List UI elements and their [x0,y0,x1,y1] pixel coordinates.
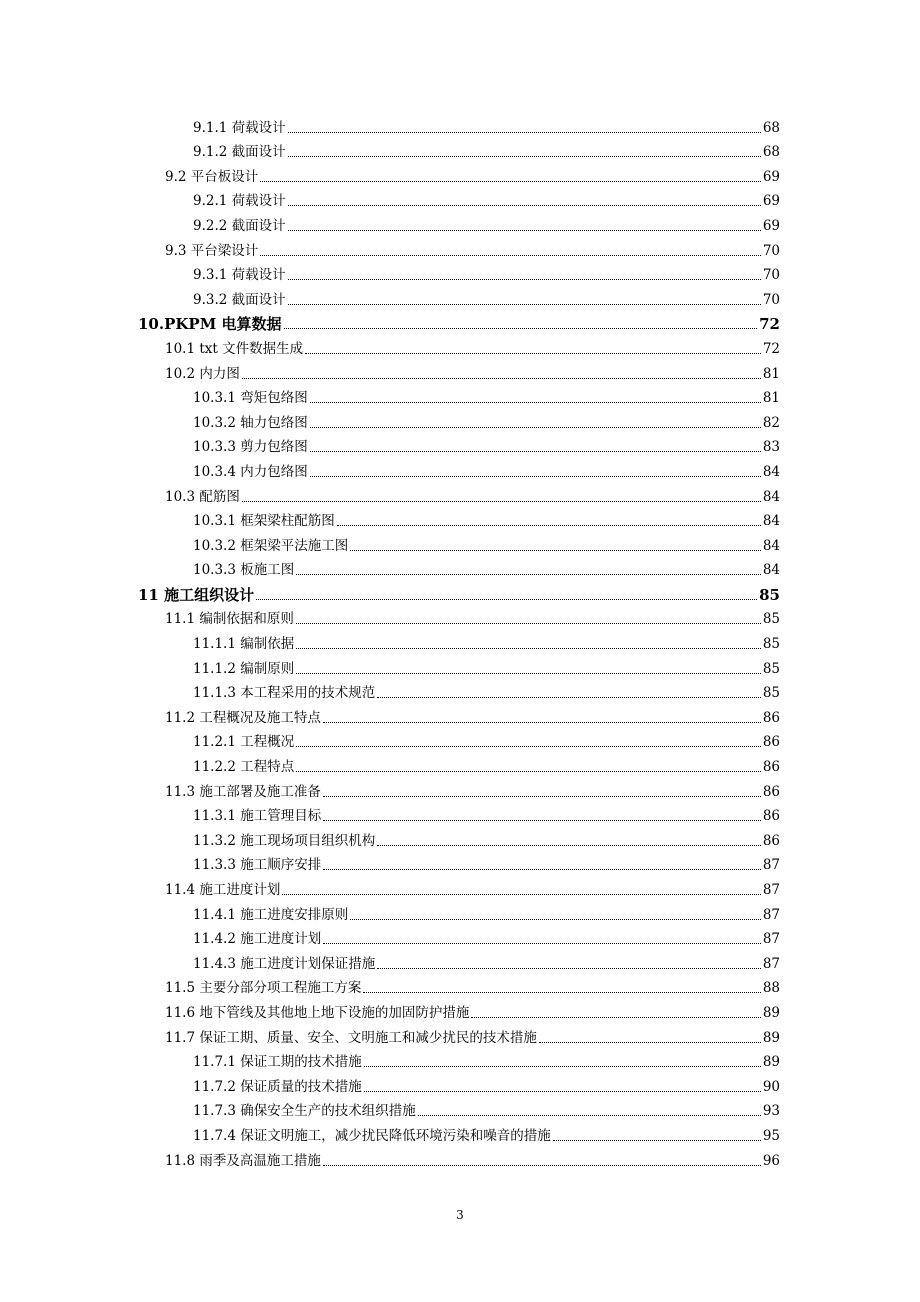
toc-entry-page: 86 [762,783,780,800]
toc-dot-leader [284,328,758,329]
toc-entry[interactable] [138,581,780,606]
toc-entry-page: 87 [762,955,780,972]
toc-entry-page: 89 [762,1054,780,1071]
toc-dot-leader [364,1091,761,1092]
toc-entry-page: 72 [762,340,780,357]
toc-entry-label: 10.2 内力图 [165,365,240,382]
toc-dot-leader [288,304,761,305]
toc-entry-page: 86 [762,832,780,849]
toc-entry-label: 9.1.1 荷载设计 [193,119,286,136]
toc-entry-page: 87 [762,906,780,923]
toc-dot-leader [305,353,761,354]
toc-entry-page: 85 [762,685,780,702]
toc-entry[interactable] [165,237,780,262]
toc-entry-page: 85 [759,585,780,604]
toc-entry[interactable] [165,778,780,803]
toc-entry[interactable] [165,335,780,360]
toc-dot-leader [296,771,761,772]
toc-entry-label: 9.3.2 截面设计 [193,291,286,308]
toc-dot-leader [323,869,761,870]
toc-entry[interactable] [193,557,780,582]
toc-entry-page: 87 [762,931,780,948]
toc-entry-label: 11.2.2 工程特点 [193,759,295,776]
toc-entry-label: 11.7.3 确保安全生产的技术组织措施 [193,1103,416,1120]
toc-dot-leader [323,796,761,797]
toc-entry[interactable] [193,827,780,852]
toc-dot-leader [288,156,761,157]
toc-entry-label: 11.5 主要分部分项工程施工方案 [165,980,362,997]
toc-entry-label: 11.4 施工进度计划 [165,882,281,898]
toc-entry-page: 85 [762,660,780,677]
toc-entry[interactable] [193,1049,780,1074]
toc-entry-page: 84 [762,463,780,480]
toc-entry-page: 86 [762,734,780,751]
toc-entry-label: 9.3 平台梁设计 [165,242,259,259]
toc-entry[interactable] [165,975,780,1000]
toc-entry-page: 69 [762,193,780,210]
toc-entry[interactable] [165,606,780,631]
toc-entry-page: 84 [762,513,780,530]
toc-dot-leader [288,205,761,206]
toc-entry-label: 10.3 配筋图 [165,488,240,505]
toc-dot-leader [242,501,761,502]
toc-entry-page: 86 [762,808,780,825]
page-number: 3 [456,1208,464,1222]
toc-dot-leader [377,845,761,846]
toc-entry-page: 68 [762,119,780,136]
toc-entry-page: 87 [762,857,780,874]
toc-dot-leader [256,599,757,600]
toc-entry[interactable] [193,385,780,410]
toc-entry[interactable] [165,1147,780,1172]
toc-entry[interactable] [165,876,780,901]
toc-entry[interactable] [193,680,780,705]
toc-entry-page: 84 [762,537,780,554]
toc-entry-label: 11.7 保证工期、质量、安全、文明施工和减少扰民的技术措施 [165,1029,537,1046]
toc-entry-page: 88 [762,980,780,997]
toc-entry-label: 11.6 地下管线及其他地上地下设施的加固防护措施 [165,1004,470,1021]
toc-entry-label: 10.3.3 剪力包络图 [193,439,308,456]
toc-entry-label: 11.2 工程概况及施工特点 [165,709,321,726]
toc-entry-label: 10.3.2 框架梁平法施工图 [193,537,349,554]
toc-entry-label: 11.3 施工部署及施工准备 [165,783,321,800]
toc-dot-leader [296,746,761,747]
toc-entry[interactable] [138,311,780,336]
toc-entry-page: 86 [762,759,780,776]
toc-entry-page: 81 [762,390,780,407]
toc-entry[interactable] [193,262,780,287]
toc-dot-leader [310,427,761,428]
toc-entry-label: 10.3.4 内力包络图 [193,463,308,480]
toc-entry-page: 85 [762,611,780,628]
toc-entry-label: 11.3.1 施工管理目标 [193,808,322,825]
toc-entry-page: 70 [762,267,780,284]
toc-dot-leader [288,132,761,133]
toc-entry-page: 69 [762,217,780,234]
toc-entry-label: 9.3.1 荷载设计 [193,267,286,284]
toc-entry[interactable] [165,163,780,188]
toc-entry[interactable] [165,999,780,1024]
toc-entry[interactable] [193,114,780,139]
toc-entry[interactable] [193,926,780,951]
toc-entry[interactable] [193,1122,780,1147]
toc-entry-label: 10.PKPM 电算数据 [138,315,282,334]
toc-entry-page: 96 [762,1152,780,1169]
toc-entry-label: 11.3.2 施工现场项目组织机构 [193,832,376,849]
toc-entry[interactable] [165,1024,780,1049]
toc-entry[interactable] [193,434,780,459]
toc-dot-leader [282,894,760,895]
toc-entry-label: 10.3.1 框架梁柱配筋图 [193,513,335,530]
toc-entry[interactable] [193,803,780,828]
toc-entry-page: 89 [762,1029,780,1046]
toc-entry-label: 11.4.1 施工进度安排原则 [193,906,349,923]
toc-entry-page: 85 [762,636,780,653]
toc-entry-page: 72 [759,315,780,334]
toc-entry[interactable] [193,1073,780,1098]
toc-entry[interactable] [193,1098,780,1123]
toc-entry-page: 70 [762,242,780,259]
toc-dot-leader [323,1165,761,1166]
toc-entry[interactable] [193,508,780,533]
toc-dot-leader [364,1066,761,1067]
toc-entry-label: 11.1.1 编制依据 [193,636,295,653]
toc-dot-leader [323,722,761,723]
toc-entry-label: 9.2.1 荷载设计 [193,193,286,210]
toc-entry-page: 90 [762,1078,780,1095]
toc-entry-page: 83 [762,439,780,456]
toc-dot-leader [288,230,761,231]
toc-entry-label: 11.4.2 施工进度计划 [193,931,322,948]
toc-entry-page: 84 [762,488,780,505]
toc-entry-label: 11 施工组织设计 [138,585,255,604]
toc-dot-leader [260,181,761,182]
toc-dot-leader [471,1017,760,1018]
toc-entry-label: 11.3.3 施工顺序安排 [193,857,322,874]
toc-entry[interactable] [193,458,780,483]
toc-entry[interactable] [165,483,780,508]
toc-dot-leader [323,943,761,944]
toc-entry-page: 68 [762,144,780,161]
toc-entry-label: 10.3.2 轴力包络图 [193,414,308,431]
toc-dot-leader [323,820,761,821]
toc-dot-leader [377,968,761,969]
toc-entry[interactable] [165,360,780,385]
toc-entry-label: 11.8 雨季及高温施工措施 [165,1152,321,1169]
toc-entry[interactable] [193,655,780,680]
toc-dot-leader [553,1140,761,1141]
toc-dot-leader [310,402,761,403]
toc-entry-label: 11.7.4 保证文明施工，减少扰民降低环境污染和噪音的措施 [193,1127,551,1144]
toc-entry-page: 69 [762,168,780,185]
toc-entry-label: 11.1 编制依据和原则 [165,611,294,628]
toc-entry-label: 11.7.1 保证工期的技术措施 [193,1054,362,1071]
toc-entry-label: 11.7.2 保证质量的技术措施 [193,1078,362,1095]
toc-dot-leader [288,279,761,280]
toc-entry-label: 9.2 平台板设计 [165,168,259,185]
toc-entry-page: 93 [762,1103,780,1120]
toc-entry-label: 11.1.2 编制原则 [193,660,295,677]
toc-dot-leader [350,550,761,551]
toc-dot-leader [242,378,761,379]
toc-entry-label: 9.2.2 截面设计 [193,217,286,234]
toc-entry[interactable] [193,753,780,778]
toc-entry[interactable] [193,409,780,434]
toc-dot-leader [296,673,761,674]
toc-entry-page: 89 [762,1004,780,1021]
toc-entry[interactable] [193,852,780,877]
toc-entry-label: 10.3.1 弯矩包络图 [193,390,308,407]
toc-entry[interactable] [165,704,780,729]
toc-entry[interactable] [193,532,780,557]
toc-dot-leader [310,476,761,477]
toc-entry[interactable] [193,630,780,655]
toc-entry[interactable] [193,901,780,926]
toc-entry[interactable] [193,188,780,213]
toc-entry-page: 86 [762,709,780,726]
toc-entry-page: 81 [762,365,780,382]
toc-entry-label: 11.2.1 工程概况 [193,734,295,751]
toc-entry-page: 82 [762,414,780,431]
toc-dot-leader [337,525,761,526]
toc-entry-label: 11.1.3 本工程采用的技术规范 [193,685,376,702]
toc-entry-label: 11.4.3 施工进度计划保证措施 [193,955,376,972]
toc-dot-leader [296,623,761,624]
toc-entry-page: 84 [762,562,780,579]
toc-dot-leader [418,1115,761,1116]
toc-entry-label: 9.1.2 截面设计 [193,144,286,161]
toc-dot-leader [260,255,761,256]
toc-dot-leader [350,919,761,920]
toc-entry[interactable] [193,950,780,975]
toc-entry-page: 87 [762,882,780,898]
toc-entry[interactable] [193,212,780,237]
toc-entry-label: 10.1 txt 文件数据生成 [165,340,304,357]
toc-dot-leader [363,992,760,993]
toc-entry-label: 10.3.3 板施工图 [193,562,295,579]
toc-dot-leader [296,648,761,649]
toc-dot-leader [539,1042,761,1043]
toc-dot-leader [296,574,761,575]
toc-dot-leader [310,451,761,452]
toc-dot-leader [377,697,761,698]
toc-entry-page: 95 [762,1127,780,1144]
table-of-contents [0,114,920,1172]
toc-entry[interactable] [193,729,780,754]
toc-entry[interactable] [193,139,780,164]
toc-entry-page: 70 [762,291,780,308]
toc-entry[interactable] [193,286,780,311]
